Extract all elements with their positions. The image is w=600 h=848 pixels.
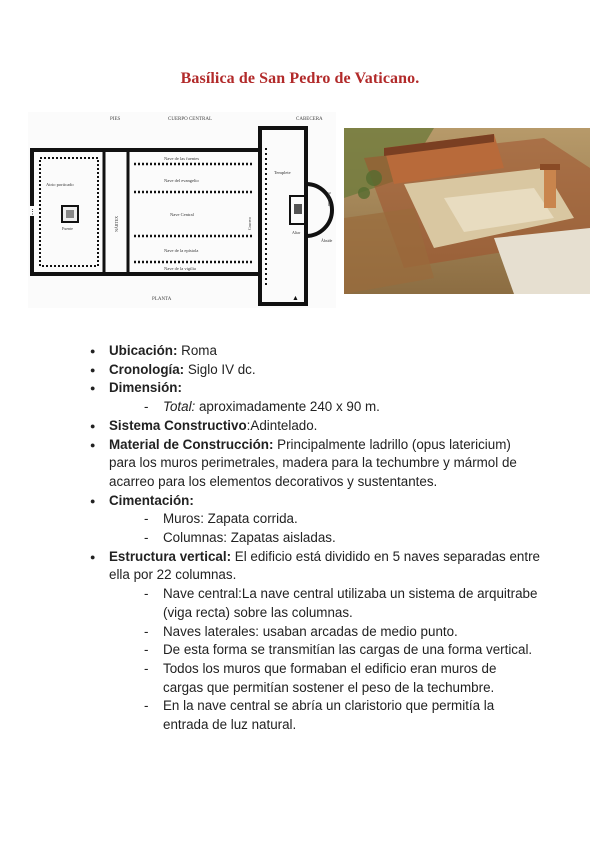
sub-item: - Naves laterales: usaban arcadas de medio punto. — [144, 623, 540, 642]
sub-list-estructura — [109, 585, 540, 735]
item-label: Ubicación: — [109, 343, 178, 358]
sub-list-dimension — [109, 398, 540, 417]
list-item-cronologia — [90, 361, 540, 380]
details-list — [90, 342, 540, 735]
plan-label-templete: Templete — [274, 170, 291, 175]
plan-label-atrio: Atrio porticado — [46, 182, 74, 187]
list-item-sistema — [90, 417, 540, 436]
sub-item: - Columnas: Zapatas aisladas. — [144, 529, 540, 548]
sub-item: - En la nave central se abría un claristorio que permitía la entrada de luz natural. — [144, 697, 540, 734]
list-item-material — [90, 436, 540, 492]
plan-label-nave-3: Nave Central — [170, 212, 194, 217]
sub-item: - Muros: Zapata corrida. — [144, 510, 540, 529]
item-label: Dimensión: — [109, 380, 182, 396]
plan-label-pies: PIES — [110, 117, 121, 122]
plan-label-cuerpo: CUERPO CENTRAL — [168, 117, 213, 122]
item-text: El edificio está dividido en 5 naves separadas entre ella por 22 columnas. — [109, 548, 540, 583]
item-label: Estructura vertical: — [109, 548, 232, 564]
plan-label-nave-2: Nave del evangelio — [164, 178, 199, 183]
sub-item-label: Total: — [163, 399, 196, 415]
sub-list-cimentacion — [109, 510, 540, 547]
plan-label-fuente: Fuente — [62, 226, 73, 231]
item-label: Material de Construcción: — [109, 436, 274, 452]
item-label: Cimentación: — [109, 492, 194, 508]
plan-label-nave-5: Nave de la vigilia — [164, 266, 196, 271]
plan-label-sacristia: Sacristía — [327, 192, 332, 206]
svg-text:▲: ▲ — [292, 294, 299, 302]
plan-label-nartex: NÁRTEX — [114, 216, 119, 232]
sub-item-text: aproximadamente 240 x 90 m. — [195, 399, 380, 415]
item-text: Roma — [177, 343, 217, 358]
sub-item: - De esta forma se transmitían las cargas de una forma vertical. — [144, 641, 540, 660]
plan-label-abside: Ábside — [321, 238, 333, 243]
item-label: Cronología: — [109, 361, 185, 377]
floor-plan-image — [28, 112, 336, 308]
list-item-estructura — [90, 548, 540, 735]
plan-label-crucero: Crucero — [247, 217, 252, 230]
list-item-cimentacion — [90, 492, 540, 548]
page-title: Basílica de San Pedro de Vaticano. — [180, 70, 420, 87]
svg-text:⋮: ⋮ — [29, 208, 36, 216]
plan-label-cabecera: CABECERA — [296, 117, 323, 122]
item-text: :Adintelado. — [246, 417, 318, 433]
basilica-reconstruction-image — [344, 128, 590, 294]
sub-item — [144, 398, 540, 417]
basilica-details — [90, 342, 540, 735]
plan-label-altar: Altar — [292, 230, 301, 235]
list-item-dimension — [90, 379, 540, 416]
item-text: Principalmente ladrillo (opus latericium) para los muros perimetrales, madera para la techumbre y mármol de acarreo para los elementos decorativos y sustentantes. — [109, 436, 517, 489]
plan-label-planta: PLANTA — [152, 297, 172, 302]
sub-item: - Nave central:La nave central utilizaba un sistema de arquitrabe (viga recta) sobre las columnas. — [144, 585, 540, 622]
item-text: Siglo IV dc. — [184, 361, 256, 377]
plan-label-nave-4: Nave de la epístola — [164, 248, 199, 253]
item-label: Sistema Constructivo — [109, 417, 247, 433]
sub-item: - Todos los muros que formaban el edificio eran muros de cargas que permitían sostener el peso de la techumbre. — [144, 660, 540, 697]
plan-label-nave-1: Nave de las fuentes — [164, 156, 200, 161]
list-item-ubicacion — [90, 342, 540, 361]
